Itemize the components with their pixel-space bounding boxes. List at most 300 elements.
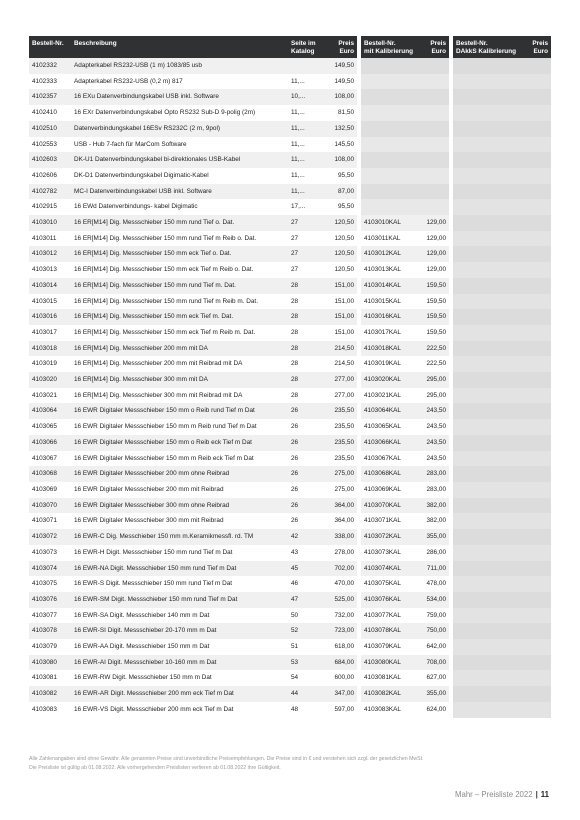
cell-catalog-page: 27 [288,262,319,278]
cell-dakks-price [519,623,551,639]
cell-price: 151,00 [319,294,357,310]
cell-description: 16 EWR Digitaler Messschieber 200 mm mit Reibrad [71,482,288,498]
cell-dakks-order-no [453,435,519,451]
cell-dakks-order-no [453,356,519,372]
cell-dakks-order-no [453,325,519,341]
cell-dakks-order-no [453,498,519,514]
cell-price: 364,00 [319,498,357,514]
cell-price: 684,00 [319,655,357,671]
cell-catalog-page: 11,... [288,121,319,137]
cell-dakks-order-no [453,608,519,624]
cell-price: 235,50 [319,419,357,435]
cell-cal-price [418,152,449,168]
table-row [29,592,551,608]
cell-catalog-page: 28 [288,309,319,325]
cell-cal-order-no: 4103077KAL [361,608,418,624]
cell-cal-order-no: 4103010KAL [361,215,418,231]
cell-order-no: 4102915 [29,199,71,215]
table-row [29,576,551,592]
cell-description: 16 ER[M14] Dig. Messschieber 150 mm eck Tief m Reib o. Dat. [71,262,288,278]
cell-description: 16 EWR-RW Digit. Messschieber 150 mm m Dat [71,670,288,686]
cell-catalog-page: 28 [288,294,319,310]
cell-catalog-page: 42 [288,529,319,545]
cell-order-no: 4103083 [29,702,71,718]
cell-description: USB - Hub 7-fach für MarCom Software [71,137,288,153]
cell-dakks-price [519,608,551,624]
table-row [29,482,551,498]
cell-cal-price: 295,00 [418,388,449,404]
cell-order-no: 4103072 [29,529,71,545]
table-row [29,529,551,545]
cell-catalog-page: 48 [288,702,319,718]
cell-dakks-price [519,372,551,388]
cell-catalog-page: 45 [288,561,319,577]
table-row [29,561,551,577]
cell-description: 16 EWR-NA Digit. Messschieber 150 mm rund Tief m Dat [71,561,288,577]
cell-order-no: 4102606 [29,168,71,184]
cell-dakks-price [519,435,551,451]
table-row [29,105,551,121]
cell-price: 108,00 [319,152,357,168]
cell-dakks-price [519,403,551,419]
cell-cal-price [418,199,449,215]
cell-price: 235,50 [319,403,357,419]
cell-description: 16 EWR-C Dig. Messchieber 150 mm m.Keramikmessfl. rd. TM [71,529,288,545]
cell-description: 16 ER[M14] Dig. Messschieber 150 mm eck Tief m. Dat. [71,309,288,325]
cell-order-no: 4103081 [29,670,71,686]
cell-price: 149,50 [319,74,357,90]
cell-dakks-price [519,215,551,231]
cell-cal-price: 243,50 [418,451,449,467]
cell-dakks-price [519,341,551,357]
cell-cal-order-no: 4103068KAL [361,466,418,482]
cell-description: 16 EWR Digitaler Messschieber 150 mm m Reib rund Tief m Dat [71,419,288,435]
cell-dakks-price [519,529,551,545]
table-row [29,545,551,561]
cell-price: 120,50 [319,215,357,231]
cell-dakks-price [519,639,551,655]
table-row [29,388,551,404]
cell-order-no: 4103076 [29,592,71,608]
cell-description: Adapterkabel RS232-USB (1 m) 1083/85 usb [71,58,288,74]
cell-order-no: 4103078 [29,623,71,639]
cell-dakks-order-no [453,294,519,310]
cell-dakks-order-no [453,451,519,467]
cell-price: 151,00 [319,325,357,341]
cell-cal-order-no: 4103016KAL [361,309,418,325]
cell-price: 275,00 [319,466,357,482]
cell-cal-price: 159,50 [418,309,449,325]
table-row [29,686,551,702]
cell-cal-price [418,137,449,153]
cell-dakks-price [519,561,551,577]
table-row [29,356,551,372]
cell-price: 145,50 [319,137,357,153]
cell-catalog-page: 11,... [288,105,319,121]
cell-cal-price [418,89,449,105]
table-row [29,184,551,200]
table-row [29,608,551,624]
cell-description: 16 EWR Digitaler Messschieber 300 mm mit Reibrad [71,513,288,529]
cell-order-no: 4103010 [29,215,71,231]
cell-dakks-price [519,262,551,278]
cell-catalog-page: 26 [288,419,319,435]
cell-dakks-price [519,58,551,74]
cell-dakks-order-no [453,702,519,718]
cell-cal-order-no [361,152,418,168]
cell-cal-price: 129,00 [418,246,449,262]
price-list-page [29,36,551,718]
cell-dakks-order-no [453,482,519,498]
page-number: 11 [540,790,549,799]
cell-price: 235,50 [319,451,357,467]
cell-dakks-price [519,451,551,467]
table-row [29,702,551,718]
cell-price: 120,50 [319,246,357,262]
cell-order-no: 4103073 [29,545,71,561]
cell-cal-order-no: 4103069KAL [361,482,418,498]
header-dakks-order-no: Bestell-Nr. DAkkS Kalibrierung [453,36,519,58]
cell-description: 16 EWR-AI Digit. Messschieber 10-160 mm m Dat [71,655,288,671]
cell-dakks-price [519,545,551,561]
cell-cal-price: 295,00 [418,372,449,388]
cell-order-no: 4103021 [29,388,71,404]
cell-cal-price: 222,50 [418,341,449,357]
cell-cal-order-no: 4103065KAL [361,419,418,435]
cell-dakks-price [519,576,551,592]
cell-cal-price: 355,00 [418,529,449,545]
cell-cal-price: 711,00 [418,561,449,577]
table-row [29,341,551,357]
cell-description: 16 EWR-VS Digit. Messschieber 200 mm eck Tief m Dat [71,702,288,718]
cell-dakks-order-no [453,513,519,529]
table-row [29,74,551,90]
cell-cal-order-no [361,105,418,121]
cell-catalog-page: 26 [288,498,319,514]
table-row [29,215,551,231]
cell-order-no: 4103020 [29,372,71,388]
cell-dakks-price [519,309,551,325]
cell-price: 132,50 [319,121,357,137]
cell-description: 16 ER[M14] Dig. Messschieber 150 mm eck Tief o. Dat. [71,246,288,262]
table-row [29,513,551,529]
cell-dakks-price [519,231,551,247]
cell-dakks-price [519,702,551,718]
cell-description: 16 EWR-H Digit. Messschieber 150 mm rund Tief m Dat [71,545,288,561]
cell-cal-price: 243,50 [418,419,449,435]
cell-description: Datenverbindungskabel 16ESv RS232C (2 m, 9pol) [71,121,288,137]
cell-price: 108,00 [319,89,357,105]
cell-dakks-order-no [453,89,519,105]
cell-dakks-price [519,294,551,310]
cell-cal-price [418,168,449,184]
footnote-line: Die Preisliste ist gültig ab 01.08.2022. Alle vorhergehenden Preislisten verlieren ab 01.08.2022 ihre Gültigkeit. [29,765,281,771]
cell-cal-order-no [361,168,418,184]
table-row [29,199,551,215]
cell-dakks-price [519,74,551,90]
cell-price: 214,50 [319,341,357,357]
header-order-no: Bestell-Nr. [29,36,71,58]
cell-cal-price [418,121,449,137]
table-row [29,58,551,74]
cell-description: 16 EWR Digitaler Messschieber 150 mm m Reib eck Tief m Dat [71,451,288,467]
cell-price: 470,00 [319,576,357,592]
footer-title: Mahr – Preisliste 2022 [454,790,533,799]
cell-price: 600,00 [319,670,357,686]
cell-dakks-order-no [453,309,519,325]
cell-cal-price: 243,50 [418,403,449,419]
cell-price: 278,00 [319,545,357,561]
cell-cal-order-no [361,58,418,74]
cell-description: 16 ER[M14] Dig. Messschieber 150 mm rund Tief m. Dat. [71,278,288,294]
cell-description: 16 ER[M14] Dig. Messschieber 150 mm rund Tief o. Dat. [71,215,288,231]
cell-dakks-order-no [453,561,519,577]
cell-order-no: 4102357 [29,89,71,105]
cell-cal-order-no: 4103080KAL [361,655,418,671]
cell-order-no: 4103071 [29,513,71,529]
table-row [29,309,551,325]
cell-cal-order-no [361,74,418,90]
cell-dakks-price [519,498,551,514]
cell-cal-order-no: 4103083KAL [361,702,418,718]
cell-dakks-order-no [453,388,519,404]
cell-description: 16 EWR-AR Digit. Messschieber 200 mm eck Tief m Dat [71,686,288,702]
cell-dakks-order-no [453,58,519,74]
table-row [29,403,551,419]
cell-dakks-order-no [453,576,519,592]
cell-dakks-price [519,419,551,435]
cell-price: 618,00 [319,639,357,655]
cell-cal-price [418,74,449,90]
cell-cal-order-no: 4103082KAL [361,686,418,702]
header-catalog-page: Seite im Katalog [288,36,319,58]
cell-cal-price: 382,00 [418,498,449,514]
cell-order-no: 4103019 [29,356,71,372]
cell-cal-order-no: 4103017KAL [361,325,418,341]
cell-cal-order-no: 4103081KAL [361,670,418,686]
cell-price: 732,00 [319,608,357,624]
cell-order-no: 4103015 [29,294,71,310]
cell-catalog-page: 28 [288,278,319,294]
cell-price: 120,50 [319,262,357,278]
cell-dakks-price [519,388,551,404]
cell-cal-price: 534,00 [418,592,449,608]
cell-order-no: 4103064 [29,403,71,419]
table-row [29,89,551,105]
cell-dakks-order-no [453,246,519,262]
cell-order-no: 4103016 [29,309,71,325]
header-dakks-price: Preis Euro [519,36,551,58]
cell-order-no: 4102332 [29,58,71,74]
cell-dakks-order-no [453,184,519,200]
cell-cal-price: 129,00 [418,231,449,247]
cell-cal-price: 129,00 [418,215,449,231]
cell-cal-price: 627,00 [418,670,449,686]
cell-description: 16 EWR-SI Digit. Messschieber 20-170 mm m Dat [71,623,288,639]
cell-dakks-order-no [453,215,519,231]
cell-cal-price: 243,50 [418,435,449,451]
cell-price: 702,00 [319,561,357,577]
cell-price: 120,50 [319,231,357,247]
cell-order-no: 4103080 [29,655,71,671]
cell-catalog-page: 26 [288,451,319,467]
cell-description: 16 ER[M14] Dig. Messschieber 200 mm mit Reibrad mit DA [71,356,288,372]
cell-cal-price: 286,00 [418,545,449,561]
cell-order-no: 4103067 [29,451,71,467]
cell-order-no: 4103075 [29,576,71,592]
cell-catalog-page: 28 [288,356,319,372]
table-row [29,451,551,467]
cell-description: 16 ER[M14] Dig. Messschieber 150 mm eck Tief m Reib m. Dat. [71,325,288,341]
cell-dakks-price [519,121,551,137]
table-row [29,466,551,482]
cell-cal-order-no: 4103019KAL [361,356,418,372]
cell-catalog-page: 27 [288,215,319,231]
cell-catalog-page: 28 [288,341,319,357]
table-header-row [29,36,551,58]
cell-description: 16 EWR Digitaler Messschieber 300 mm ohne Reibrad [71,498,288,514]
cell-price: 151,00 [319,309,357,325]
price-table [29,36,551,718]
table-row [29,152,551,168]
cell-description: MC-I Datenverbindungskabel USB inkl. Software [71,184,288,200]
cell-order-no: 4103079 [29,639,71,655]
cell-cal-price: 759,00 [418,608,449,624]
cell-price: 81,50 [319,105,357,121]
cell-description: 16 EWR-AA Digit. Messschieber 150 mm m Dat [71,639,288,655]
cell-order-no: 4103077 [29,608,71,624]
cell-dakks-price [519,137,551,153]
table-row [29,639,551,655]
table-body [29,58,551,718]
cell-dakks-price [519,246,551,262]
cell-catalog-page: 43 [288,545,319,561]
cell-dakks-order-no [453,419,519,435]
cell-cal-price: 283,00 [418,466,449,482]
cell-description: 16 EWR-SM Digit. Messschieber 150 mm rund Tief m Dat [71,592,288,608]
cell-cal-price [418,105,449,121]
cell-catalog-page [288,58,319,74]
cell-cal-order-no: 4103066KAL [361,435,418,451]
cell-order-no: 4103017 [29,325,71,341]
cell-description: 16 EWR-SA Digit. Messschieber 140 mm m Dat [71,608,288,624]
cell-cal-price: 642,00 [418,639,449,655]
cell-catalog-page: 28 [288,388,319,404]
cell-catalog-page: 11,... [288,152,319,168]
cell-catalog-page: 10,... [288,89,319,105]
header-cal-price: Preis Euro [418,36,449,58]
cell-description: 16 ER[M14] Dig. Messschieber 150 mm rund Tief m Reib o. Dat. [71,231,288,247]
cell-description: DK-D1 Datenverbindungskabel Digimatic-Kabel [71,168,288,184]
cell-dakks-price [519,513,551,529]
cell-price: 347,00 [319,686,357,702]
cell-order-no: 4103068 [29,466,71,482]
cell-dakks-price [519,89,551,105]
cell-price: 525,00 [319,592,357,608]
cell-cal-order-no: 4103073KAL [361,545,418,561]
cell-catalog-page: 26 [288,482,319,498]
cell-cal-order-no [361,89,418,105]
cell-catalog-page: 46 [288,576,319,592]
cell-order-no: 4103069 [29,482,71,498]
cell-catalog-page: 11,... [288,74,319,90]
cell-description: 16 EWd Datenverbindungs- kabel Digimatic [71,199,288,215]
table-row [29,278,551,294]
cell-order-no: 4102553 [29,137,71,153]
cell-catalog-page: 47 [288,592,319,608]
cell-dakks-price [519,278,551,294]
cell-cal-price: 159,50 [418,325,449,341]
cell-catalog-page: 17,... [288,199,319,215]
table-row [29,623,551,639]
cell-cal-order-no: 4103015KAL [361,294,418,310]
header-cal-order-no: Bestell-Nr. mit Kalibrierung [361,36,418,58]
cell-dakks-price [519,670,551,686]
table-row [29,294,551,310]
cell-description: 16 EWR-S Digit. Messschieber 150 mm rund Tief m Dat [71,576,288,592]
table-row [29,168,551,184]
cell-cal-price: 222,50 [418,356,449,372]
cell-catalog-page: 11,... [288,168,319,184]
cell-dakks-order-no [453,639,519,655]
cell-cal-price: 382,00 [418,513,449,529]
cell-catalog-page: 52 [288,623,319,639]
cell-cal-price: 129,00 [418,262,449,278]
cell-order-no: 4103013 [29,262,71,278]
cell-dakks-price [519,325,551,341]
cell-price: 95,50 [319,168,357,184]
cell-order-no: 4102782 [29,184,71,200]
cell-cal-price: 624,00 [418,702,449,718]
cell-order-no: 4102410 [29,105,71,121]
cell-dakks-order-no [453,529,519,545]
cell-dakks-price [519,356,551,372]
cell-order-no: 4103011 [29,231,71,247]
cell-cal-price: 159,50 [418,294,449,310]
cell-catalog-page: 51 [288,639,319,655]
cell-cal-price [418,58,449,74]
cell-cal-order-no: 4103072KAL [361,529,418,545]
cell-cal-order-no: 4103014KAL [361,278,418,294]
cell-catalog-page: 44 [288,686,319,702]
cell-catalog-page: 26 [288,466,319,482]
cell-dakks-price [519,184,551,200]
cell-catalog-page: 26 [288,513,319,529]
cell-dakks-price [519,105,551,121]
cell-cal-price: 159,50 [418,278,449,294]
cell-description: DK-U1 Datenverbindungskabel bi-direktionales USB-Kabel [71,152,288,168]
cell-price: 364,00 [319,513,357,529]
cell-dakks-order-no [453,152,519,168]
cell-cal-order-no: 4103078KAL [361,623,418,639]
table-row [29,655,551,671]
cell-dakks-order-no [453,105,519,121]
cell-dakks-order-no [453,545,519,561]
cell-price: 151,00 [319,278,357,294]
cell-dakks-order-no [453,137,519,153]
cell-cal-price: 708,00 [418,655,449,671]
cell-dakks-order-no [453,623,519,639]
cell-description: 16 ER[M14] Dig. Messschieber 150 mm rund Tief m Reib m. Dat. [71,294,288,310]
cell-cal-order-no: 4103020KAL [361,372,418,388]
cell-order-no: 4103012 [29,246,71,262]
cell-price: 597,00 [319,702,357,718]
cell-order-no: 4103066 [29,435,71,451]
cell-order-no: 4103014 [29,278,71,294]
table-row [29,670,551,686]
cell-description: 16 ER[M14] Dig. Messschieber 200 mm mit DA [71,341,288,357]
cell-catalog-page: 27 [288,246,319,262]
